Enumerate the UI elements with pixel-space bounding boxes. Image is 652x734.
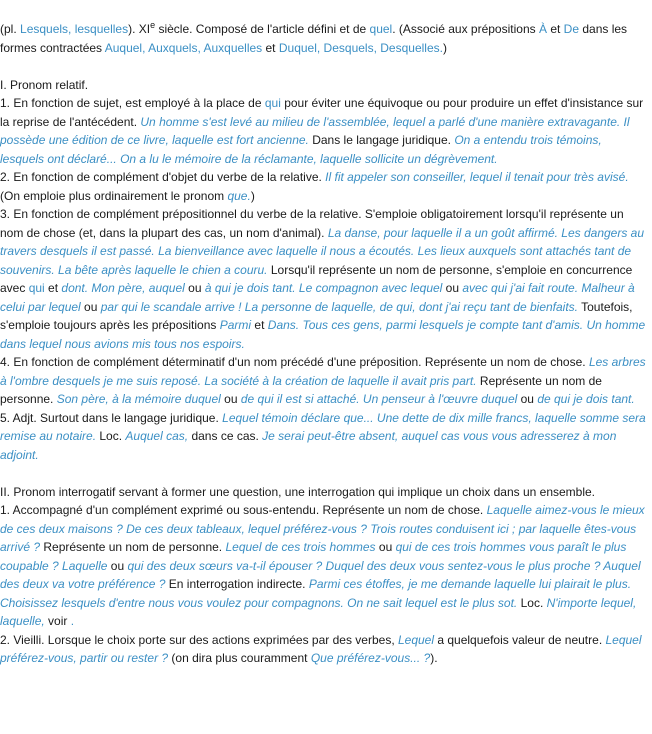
text: ) <box>442 40 447 55</box>
text: ). <box>430 651 438 665</box>
example: Lequel préférez-vous, partir ou rester ? <box>0 632 642 665</box>
text: a quelquefois valeur de neutre. <box>434 632 606 647</box>
sense-interrogatif-2 <box>0 631 648 668</box>
text: voir <box>44 614 71 628</box>
text: Représente un nom de personne. <box>0 373 602 406</box>
example: Dans. Tous ces gens, parmi lesquels je compte tant d'amis. Un homme dans lequel nous avions mis tous nos espoirs. <box>0 318 646 351</box>
text: Loc. <box>96 429 126 443</box>
text: ou <box>442 281 463 295</box>
text: et <box>262 40 279 55</box>
section-title-relatif: I. Pronom relatif. <box>0 77 89 92</box>
example: Auquel cas, <box>125 429 189 443</box>
example: qui de ces trois hommes vous paraît le plus coupable ? Laquelle <box>0 540 627 573</box>
link-qui[interactable]: qui <box>264 96 281 110</box>
text: (pl. <box>0 22 21 36</box>
example: La danse, pour laquelle il a un goût affirmé. Les dangers au travers desquels il est passé. La bienveillance avec laquelle il nous a écoutés. Les lieux auxquels sont attachés tant de souvenirs. La bête après laquelle le chien a couru. <box>0 225 645 277</box>
text: Lorsqu'il représente un nom de personne, s'emploie en concurrence avec <box>0 262 633 295</box>
text: 2. Vieilli. Lorsque le choix porte sur des actions exprimées par des verbes, <box>0 632 398 647</box>
example: dont. Mon père, auquel <box>61 281 185 295</box>
example: Parmi <box>219 318 252 332</box>
text: ) <box>250 188 255 203</box>
text: siècle. Composé de l'article défini et de <box>155 22 370 36</box>
text: (on dira plus couramment <box>168 651 311 665</box>
text: En interrogation indirecte. <box>165 577 309 591</box>
example: Que préférez-vous... ? <box>310 651 431 665</box>
text: 1. Accompagné d'un complément exprimé ou sous-entendu. Représente un nom de chose. <box>0 503 487 517</box>
sense-3 <box>0 205 648 353</box>
example: à qui je dois tant. Le compagnon avec lequel <box>204 281 443 295</box>
text: Toutefois, s'emploie toujours après les prépositions <box>0 299 633 332</box>
text: 1. En fonction de sujet, est employé à la place de <box>0 96 265 110</box>
text: . (Associé aux prépositions <box>392 22 539 36</box>
text: 3. En fonction de complément prépositionnel du verbe de la relative. S'emploie obligatoirement lorsqu'il représente un nom de chose (et, dans la plupart des cas, un nom d'animal). <box>0 207 624 240</box>
example: N'importe lequel, laquelle, <box>0 595 637 628</box>
example: Son père, à la mémoire duquel <box>56 392 221 406</box>
text: Loc. <box>517 595 547 610</box>
text: ou <box>184 281 205 295</box>
etymology-paragraph <box>0 20 648 57</box>
example: qui des deux sœurs va-t-il épouser ? Duquel des deux vous sentez-vous le plus proche ? Auquel des deux va votre préférence ? <box>0 558 641 591</box>
text: et <box>251 318 268 332</box>
text: dans ce cas. <box>188 429 263 443</box>
link-qui[interactable]: qui <box>28 281 45 295</box>
text: (On emploie plus ordinairement le pronom <box>0 188 228 203</box>
example: Parmi ces étoffes, je me demande laquelle lui plairait le plus. Choisissez lesquels d'entre nous vous voulez pour compagnons. On ne sait lequel est le plus sot. <box>0 577 632 610</box>
sense-interrogatif-1 <box>0 501 648 631</box>
text: 5. Adjt. Surtout dans le langage juridique. <box>0 410 223 425</box>
example: de qui je dois tant. <box>537 392 635 406</box>
link-a[interactable]: À <box>538 22 547 36</box>
text: ou <box>375 540 396 554</box>
example: Laquelle aimez-vous le mieux de ces deux maisons ? De ces deux tableaux, lequel préférez-vous ? Trois routes conduisent ici ; par laquelle êtes-vous arrivé ? <box>0 503 645 554</box>
text: ou <box>220 392 241 406</box>
sense-2 <box>0 168 648 205</box>
section-title-interrogatif: II. Pronom interrogatif servant à former une question, une interrogation qui implique un choix dans un ensemble. <box>0 484 596 499</box>
text: dans les formes contractées <box>0 22 628 55</box>
example: Je serai peut-être absent, auquel cas vous vous adresserez à mon adjoint. <box>0 429 617 462</box>
link-quel[interactable]: quel <box>369 22 393 36</box>
spacer <box>0 57 648 76</box>
example: de qui il est si attaché. Un penseur à l'œuvre duquel <box>240 392 518 406</box>
superscript: e <box>150 20 156 30</box>
text: Dans le langage juridique. <box>308 133 455 147</box>
text: et <box>44 281 62 295</box>
example: Lequel de ces trois hommes <box>225 540 376 554</box>
spacer <box>0 464 648 483</box>
link-voir[interactable]: . <box>70 614 75 628</box>
example: Il fit appeler son conseiller, lequel il tenait pour très avisé. <box>325 170 629 184</box>
example: par qui le scandale arrive ! La personne de laquelle, de qui, dont j'ai reçu tant de bienfaits. <box>100 299 579 314</box>
example: Les arbres à l'ombre desquels je me suis reposé. La société à la création de laquelle il avait pris part. <box>0 355 646 388</box>
example: Lequel témoin déclare que... Une dette de dix mille francs, laquelle somme sera remise au notaire. <box>0 410 646 443</box>
link-duquel[interactable]: Duquel, Desquels, Desquelles. <box>278 40 443 55</box>
example: que. <box>227 188 251 203</box>
example: On a entendu trois témoins, lesquels ont déclaré... On a lu le mémoire de la réclamante, laquelle sollicite un dégrèvement. <box>0 133 602 166</box>
text: pour éviter une équivoque ou pour produire un effet d'insistance sur la reprise de l'antécédent. <box>0 96 644 129</box>
link-lesquels[interactable]: Lesquels, lesquelles <box>20 22 129 36</box>
text: 4. En fonction de complément déterminatif d'un nom précédé d'une préposition. Représente un nom de chose. <box>0 355 589 369</box>
text: et <box>546 22 564 36</box>
text: ou <box>80 299 101 314</box>
example: Un homme s'est levé au milieu de l'assemblée, lequel a parlé d'une manière extravagante. Il possède une édition de ce livre, laquelle est fort ancienne. <box>0 114 630 147</box>
sense-4 <box>0 353 648 409</box>
example: avec qui j'ai fait route. Malheur à celui par lequel <box>0 281 635 314</box>
text: 2. En fonction de complément d'objet du verbe de la relative. <box>0 170 326 184</box>
link-de[interactable]: De <box>563 22 580 36</box>
text: ou <box>107 558 128 573</box>
link-auquel[interactable]: Auquel, Auxquels, Auxquelles <box>104 40 263 55</box>
sense-1 <box>0 94 648 168</box>
example: Lequel <box>397 632 435 647</box>
text: Représente un nom de personne. <box>40 540 226 554</box>
text: ou <box>517 392 538 406</box>
sense-5 <box>0 409 648 465</box>
text: ). XI <box>128 22 151 36</box>
